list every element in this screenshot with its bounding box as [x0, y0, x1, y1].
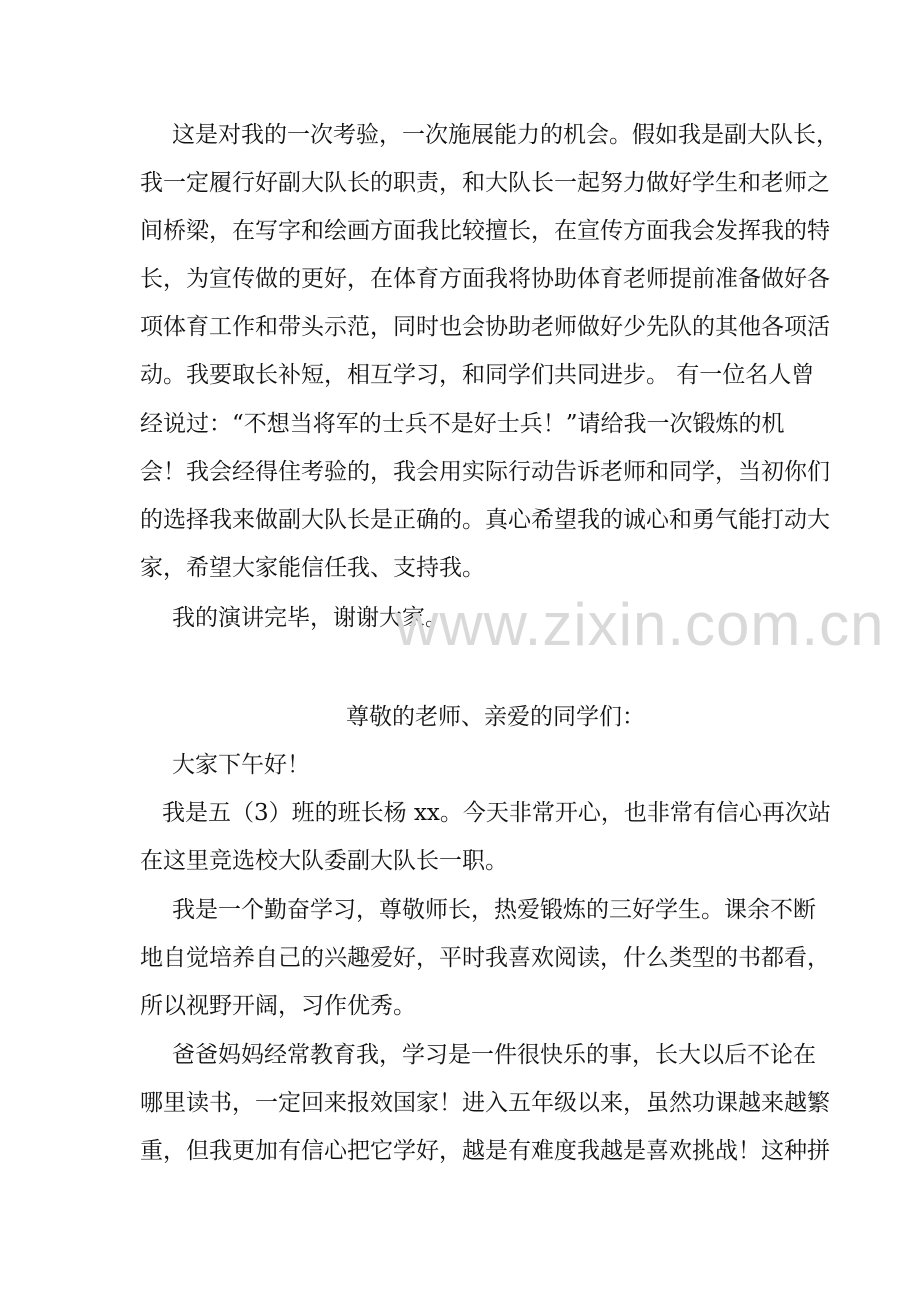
text-line: 在这里竞选校大队委副大队长一职。 — [140, 848, 508, 874]
text-line: 这是对我的一次考验，一次施展能力的机会。假如我是副大队长， — [172, 122, 839, 148]
text-line: 长，为宣传做的更好，在体育方面我将协助体育老师提前准备做好各 — [140, 266, 830, 292]
text-line: 我一定履行好副大队长的职责，和大队长一起努力做好学生和老师之 — [140, 170, 830, 196]
text-line: 会！我会经得住考验的，我会用实际行动告诉老师和同学，当初你们 — [140, 459, 830, 485]
text-line: 动。我要取长补短，相互学习，和同学们共同进步。 有一位名人曾 — [140, 362, 815, 388]
text-line: 项体育工作和带头示范，同时也会协助老师做好少先队的其他各项活 — [140, 314, 830, 340]
salutation: 尊敬的老师、亲爱的同学们： — [346, 704, 645, 730]
text-line: 哪里读书，一定回来报效国家！进入五年级以来，虽然功课越来越繁 — [140, 1090, 830, 1116]
watermark: www.zixin.com.cn — [395, 591, 885, 658]
text-line: 爸爸妈妈经常教育我，学习是一件很快乐的事，长大以后不论在 — [172, 1042, 816, 1068]
text-line: 家，希望大家能信任我、支持我。 — [140, 555, 485, 581]
text-line: 我是一个勤奋学习，尊敬师长，热爱锻炼的三好学生。课余不断 — [172, 897, 816, 923]
text-line: 的选择我来做副大队长是正确的。真心希望我的诚心和勇气能打动大 — [140, 507, 830, 533]
text-line: 地自觉培养自己的兴趣爱好，平时我喜欢阅读，什么类型的书都看， — [140, 945, 830, 971]
text-line: 重，但我更加有信心把它学好，越是有难度我越是喜欢挑战！这种拼 — [140, 1138, 830, 1164]
text-line: 所以视野开阔，习作优秀。 — [140, 993, 416, 1019]
text-line: 我是五（3）班的班长杨 xx。今天非常开心，也非常有信心再次站 — [162, 800, 831, 826]
greeting: 大家下午好！ — [172, 752, 310, 778]
text-line: 间桥梁，在写字和绘画方面我比较擅长，在宣传方面我会发挥我的特 — [140, 218, 830, 244]
text-line: 经说过：“不想当将军的士兵不是好士兵！”请给我一次锻炼的机 — [140, 411, 785, 437]
closing-remark: 我的演讲完毕，谢谢大家。 — [172, 605, 448, 631]
